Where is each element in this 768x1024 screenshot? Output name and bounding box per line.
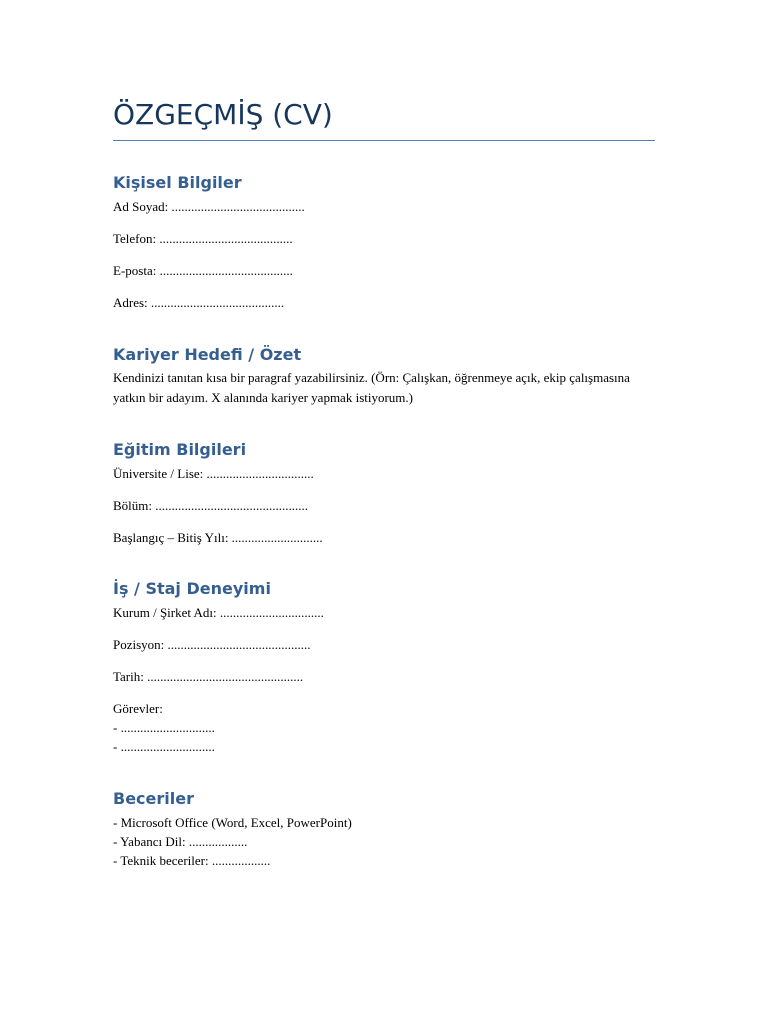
position-field-line: Pozisyon: ............................................ <box>113 637 311 652</box>
duty-item: - ............................. <box>113 720 215 735</box>
phone-field-line: Telefon: ......................................... <box>113 231 293 246</box>
title-underline <box>113 140 655 141</box>
department-field-line: Bölüm: ............................................... <box>113 498 309 513</box>
skill-item: - Yabancı Dil: .................. <box>113 834 248 849</box>
name-field-line: Ad Soyad: ......................................... <box>113 199 305 214</box>
school-field-line: Üniversite / Lise: ................................. <box>113 466 314 481</box>
education-heading: Eğitim Bilgileri <box>113 440 247 459</box>
duty-item: - ............................. <box>113 739 215 754</box>
personal-info-heading: Kişisel Bilgiler <box>113 173 242 192</box>
years-field-line: Başlangıç – Bitiş Yılı: ............................ <box>113 530 323 545</box>
skill-item: - Teknik beceriler: .................. <box>113 853 271 868</box>
email-field-line: E-posta: ......................................... <box>113 263 293 278</box>
career-summary-text: Kendinizi tanıtan kısa bir paragraf yazabilirsiniz. (Örn: Çalışkan, öğrenmeye açık, ekip çalışmasına yatkın bir adayım. X alanında kariyer yapmak istiyorum.) <box>113 370 630 405</box>
address-field-line: Adres: ......................................... <box>113 295 285 310</box>
skill-item: - Microsoft Office (Word, Excel, PowerPoint) <box>113 815 352 830</box>
company-field-line: Kurum / Şirket Adı: ................................ <box>113 605 324 620</box>
career-summary-heading: Kariyer Hedefi / Özet <box>113 345 302 364</box>
document-title: ÖZGEÇMİŞ (CV) <box>113 98 333 131</box>
duties-label: Görevler: <box>113 701 163 716</box>
experience-heading: İş / Staj Deneyimi <box>113 579 271 598</box>
skills-heading: Beceriler <box>113 789 194 808</box>
date-field-line: Tarih: ................................................ <box>113 669 304 684</box>
